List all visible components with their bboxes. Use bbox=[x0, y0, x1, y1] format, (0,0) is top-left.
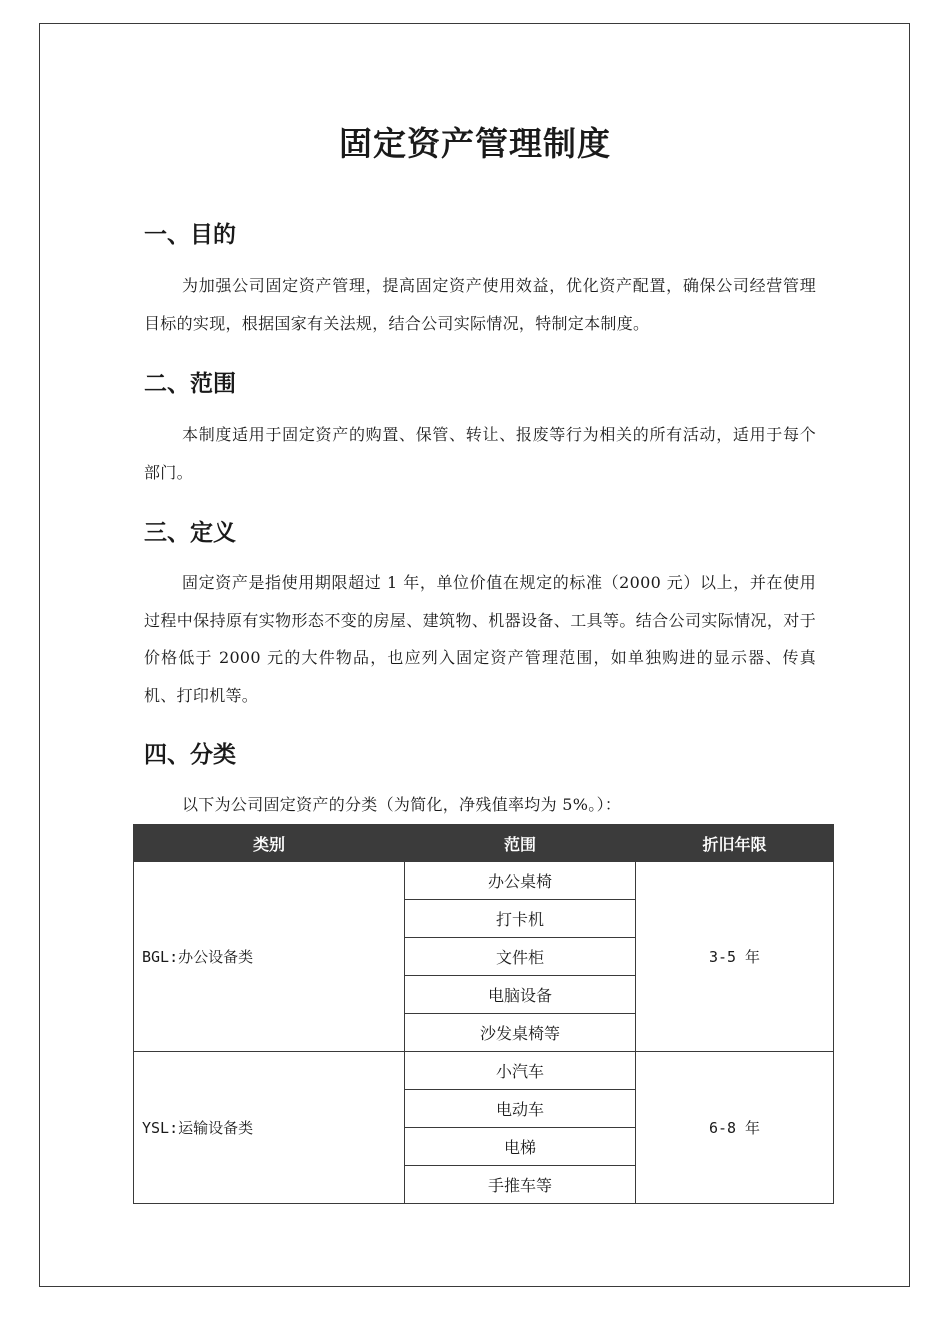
header-category: 类别 bbox=[134, 825, 405, 862]
header-scope: 范围 bbox=[405, 825, 636, 862]
scope-cell: 沙发桌椅等 bbox=[405, 1014, 636, 1052]
table-row bbox=[134, 862, 834, 900]
scope-cell: 手推车等 bbox=[405, 1166, 636, 1204]
section-heading-purpose: 一、目的 bbox=[144, 222, 236, 248]
table-row bbox=[134, 1052, 834, 1090]
section-heading-scope: 二、范围 bbox=[144, 371, 236, 397]
section-heading-definition: 三、定义 bbox=[144, 520, 236, 546]
section-paragraph-purpose: 为加强公司固定资产管理，提高固定资产使用效益，优化资产配置，确保公司经营管理目标的实现，根据国家有关法规，结合公司实际情况，特制定本制度。 bbox=[144, 276, 816, 333]
header-depreciation-period: 折旧年限 bbox=[636, 825, 834, 862]
category-cell: YSL:运输设备类 bbox=[134, 1052, 405, 1204]
period-cell: 6-8 年 bbox=[636, 1052, 834, 1204]
scope-cell: 电脑设备 bbox=[405, 976, 636, 1014]
document-title: 固定资产管理制度 bbox=[339, 124, 611, 163]
section-paragraph-classification: 以下为公司固定资产的分类（为简化，净残值率均为 5%。）： bbox=[182, 795, 622, 814]
scope-cell: 办公桌椅 bbox=[405, 862, 636, 900]
category-cell: BGL:办公设备类 bbox=[134, 862, 405, 1052]
period-cell: 3-5 年 bbox=[636, 862, 834, 1052]
asset-classification-table bbox=[133, 824, 834, 1204]
table-header-row bbox=[134, 825, 834, 862]
section-paragraph-definition: 固定资产是指使用期限超过 1 年，单位价值在规定的标准（2000 元）以上，并在使用过程中保持原有实物形态不变的房屋、建筑物、机器设备、工具等。结合公司实际情况，对于价格低于 2000 元的大件物品，也应列入固定资产管理范围，如单独购进的显示器、传真机、打印机等。 bbox=[144, 573, 816, 705]
scope-cell: 文件柜 bbox=[405, 938, 636, 976]
scope-cell: 电动车 bbox=[405, 1090, 636, 1128]
scope-cell: 电梯 bbox=[405, 1128, 636, 1166]
section-heading-classification: 四、分类 bbox=[144, 742, 236, 768]
scope-cell: 小汽车 bbox=[405, 1052, 636, 1090]
scope-cell: 打卡机 bbox=[405, 900, 636, 938]
section-paragraph-scope: 本制度适用于固定资产的购置、保管、转让、报废等行为相关的所有活动，适用于每个部门。 bbox=[144, 425, 816, 482]
